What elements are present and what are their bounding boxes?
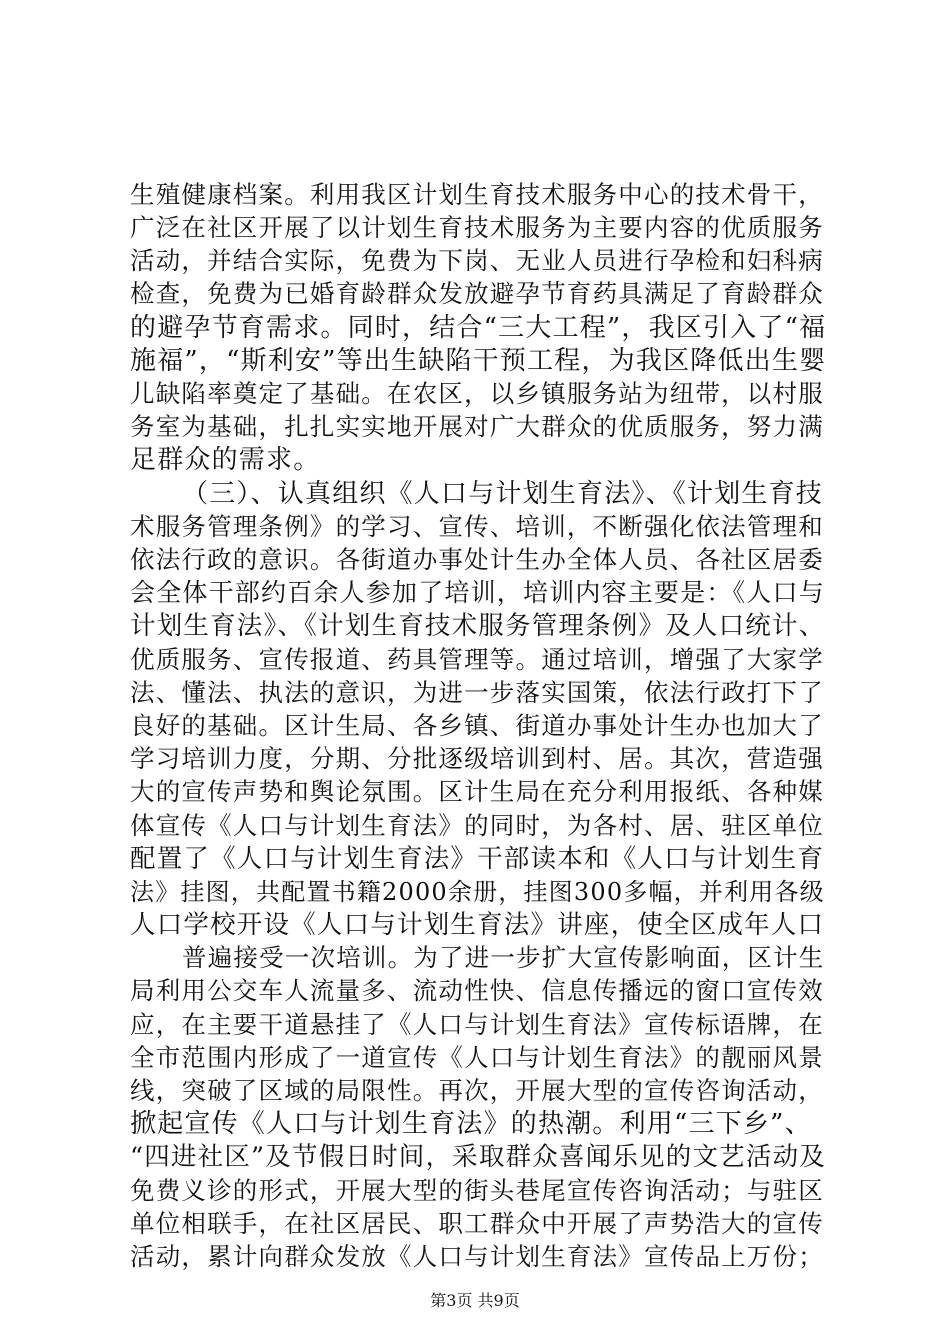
text-line: 大的宣传声势和舆论氛围。区计生局在充分利用报纸、各种媒 xyxy=(130,777,824,806)
text-line: 务室为基础，扎扎实实地开展对广大群众的优质服务，努力满 xyxy=(130,412,824,441)
text-line: 体宣传《人口与计划生育法》的同时，为各村、居、驻区单位 xyxy=(130,811,824,840)
text-line: （三）、认真组织《人口与计划生育法》、《计划生育技 xyxy=(182,479,824,509)
text-line: 免费义诊的形式，开展大型的街头巷尾宣传咨询活动；与驻区 xyxy=(130,1176,824,1205)
text-line: 依法行政的意识。各街道办事处计生办全体人员、各社区居委 xyxy=(130,545,824,574)
text-line: 普遍接受一次培训。为了进一步扩大宣传影响面，区计生 xyxy=(182,943,825,972)
text-line: 活动，累计向群众发放《人口与计划生育法》宣传品上万份； xyxy=(130,1242,824,1271)
text-line: 检查，免费为已婚育龄群众发放避孕节育药具满足了育龄群众 xyxy=(130,279,824,308)
text-line: 活动，并结合实际，免费为下岗、无业人员进行孕检和妇科病 xyxy=(130,246,824,275)
text-line: 学习培训力度，分期、分批逐级培训到村、居。其次，营造强 xyxy=(130,744,824,773)
text-line: 施福”，“斯利安”等出生缺陷干预工程，为我区降低出生婴 xyxy=(130,346,827,376)
text-line: 足群众的需求。 xyxy=(130,445,321,475)
text-line: 法》挂图，共配置书籍2000余册，挂图300多幅，并利用各级 xyxy=(130,878,825,906)
text-line: 局利用公交车人流量多、流动性快、信息传播远的窗口宣传效 xyxy=(130,976,824,1005)
text-line: 良好的基础。区计生局、各乡镇、街道办事处计生办也加大了 xyxy=(130,711,824,740)
text-line: 单位相联手，在社区居民、职工群众中开展了声势浩大的宣传 xyxy=(130,1209,824,1238)
text-line: “四进社区”及节假日时间，采取群众喜闻乐见的文艺活动及 xyxy=(130,1142,826,1172)
text-line: 法、懂法、执法的意识，为进一步落实国策，依法行政打下了 xyxy=(130,678,824,707)
text-line: 广泛在社区开展了以计划生育技术服务为主要内容的优质服务 xyxy=(130,213,824,242)
text-line: 人口学校开设《人口与计划生育法》讲座，使全区成年人口 xyxy=(130,910,825,940)
text-line: 计划生育法》、《计划生育技术服务管理条例》及人口统计、 xyxy=(130,611,826,641)
text-line: 会全体干部约百余人参加了培训，培训内容主要是：《人口与 xyxy=(130,578,825,607)
text-line: 配置了《人口与计划生育法》干部读本和《人口与计划生育 xyxy=(130,844,825,874)
text-line: 生殖健康档案。利用我区计划生育技术服务中心的技术骨干， xyxy=(130,180,824,209)
text-line: 全市范围内形成了一道宣传《人口与计划生育法》的靓丽风景 xyxy=(130,1043,824,1072)
text-line: 应，在主要干道悬挂了《人口与计划生育法》宣传标语牌，在 xyxy=(130,1010,824,1039)
page-number-footer: 第3页 共9页 xyxy=(430,1291,520,1310)
text-line: 优质服务、宣传报道、药具管理等。通过培训，增强了大家学 xyxy=(130,645,824,674)
text-line: 线，突破了区域的局限性。再次，开展大型的宣传咨询活动， xyxy=(130,1076,824,1105)
text-line: 儿缺陷率奠定了基础。在农区，以乡镇服务站为纽带，以村服 xyxy=(130,379,824,408)
text-line: 掀起宣传《人口与计划生育法》的热潮。利用“三下乡”、 xyxy=(130,1109,812,1139)
text-line: 术服务管理条例》的学习、宣传、培训，不断强化依法管理和 xyxy=(130,512,824,541)
text-line: 的避孕节育需求。同时，结合“三大工程”，我区引入了“福 xyxy=(130,313,827,343)
